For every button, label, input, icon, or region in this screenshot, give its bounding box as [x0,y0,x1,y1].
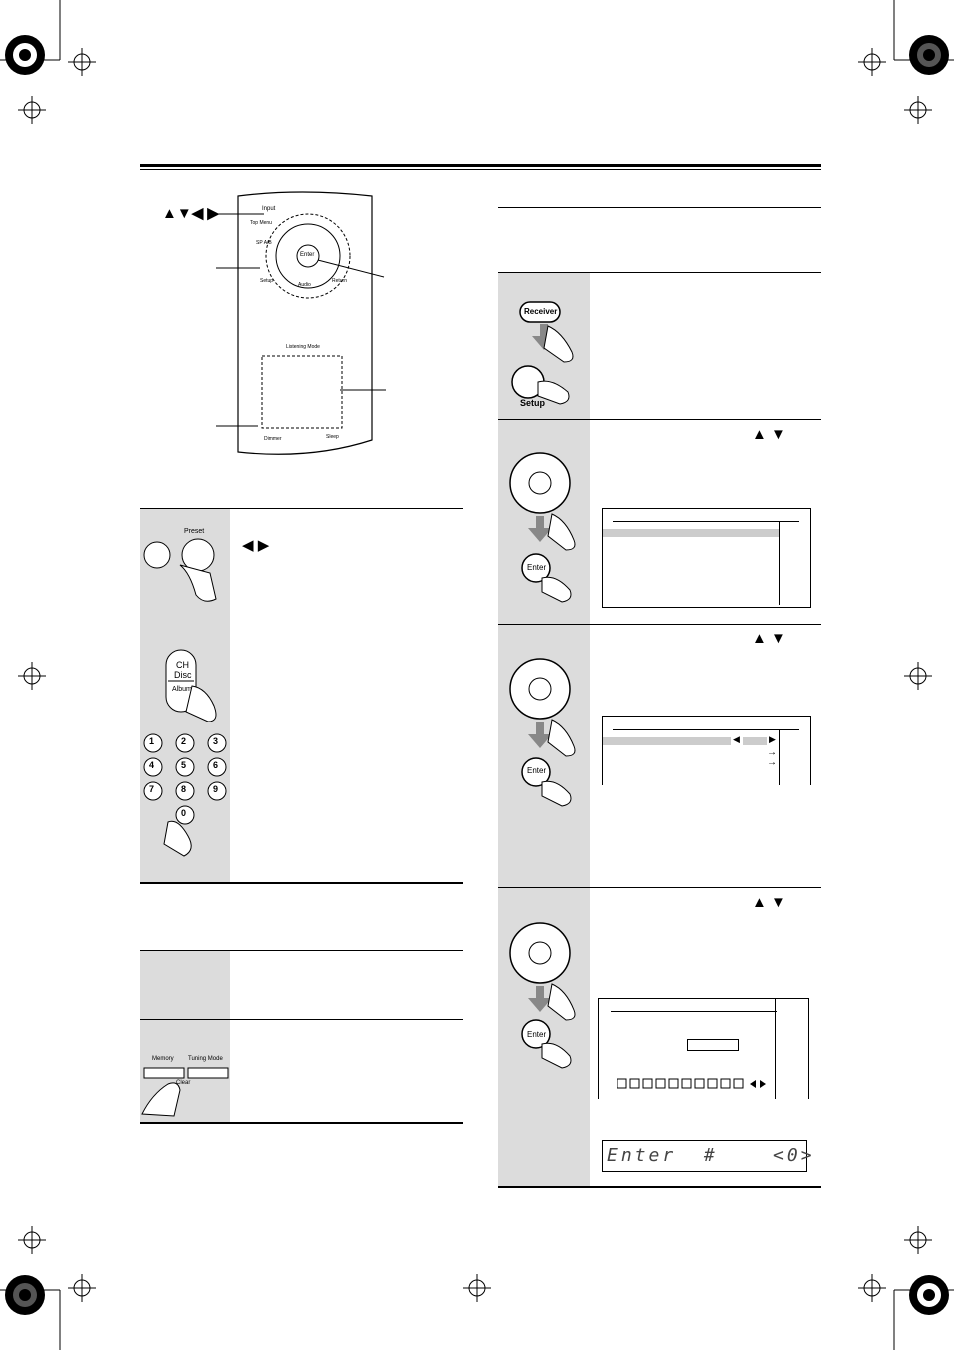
preset-buttons[interactable] [140,525,230,605]
key-8[interactable]: 8 [181,784,187,794]
sleep-button-label[interactable]: Sleep [326,434,339,440]
key-3[interactable]: 3 [213,736,219,746]
up-down-arrows-step4: ▲ ▼ [752,894,786,911]
sp-ab-label[interactable]: SP A/B [256,240,272,246]
up-down-arrows-step3: ▲ ▼ [752,630,786,647]
left-step2-icon-panel [140,951,230,1019]
receiver-button-label[interactable]: Receiver [524,307,558,316]
memory-label: Memory [152,1056,174,1062]
enter-label-step2[interactable]: Enter [527,563,547,572]
audio-button-label[interactable]: Audio [298,282,311,288]
remote-illustration [160,190,400,470]
enter-button-label[interactable]: Enter [300,252,315,258]
dpad-enter-icon-step3[interactable] [498,656,590,826]
ch-label: CH [176,660,189,670]
numeric-keypad [140,730,230,850]
key-0[interactable]: 0 [181,808,187,818]
right-section-top-rule [498,207,821,208]
osd-screen-step4 [598,998,809,1099]
left-step1-bottom-rule [140,882,463,884]
dimmer-button-label[interactable]: Dimmer [264,436,282,442]
front-display-vfd [602,1140,815,1172]
vfd-text: Enter # <0> [607,1145,815,1166]
key-5[interactable]: 5 [181,760,187,770]
up-down-arrows-step2: ▲ ▼ [752,426,786,443]
setup-button-label[interactable]: Setup [260,278,274,284]
key-4[interactable]: 4 [149,760,155,770]
key-2[interactable]: 2 [181,736,187,746]
left-step3-bottom-rule [140,1122,463,1124]
password-boxes[interactable] [617,1077,777,1089]
arrows-callout-label: ▲▼◀ ▶ [162,205,219,222]
key-6[interactable]: 6 [213,760,219,770]
memory-button[interactable] [140,1064,230,1122]
key-7[interactable]: 7 [149,784,155,794]
setup-button-label-step1[interactable]: Setup [520,398,546,408]
ch-disc-album-rocker[interactable] [140,646,230,722]
header-rule [140,164,821,167]
dpad-enter-icon-step2[interactable] [498,450,590,620]
disc-label: Disc [174,670,192,680]
clear-label: Clear [176,1080,191,1086]
right-step4-bottom-rule [498,1186,821,1188]
return-button-label[interactable]: Return [332,278,348,284]
header-rule-thin [140,169,821,170]
left-right-arrows: ◀ ▶ [242,537,270,554]
key-9[interactable]: 9 [213,784,219,794]
enter-label-step4[interactable]: Enter [527,1030,547,1039]
preset-label: Preset [184,528,205,535]
tuning-mode-label: Tuning Mode [188,1056,223,1062]
enter-label-step3[interactable]: Enter [527,766,547,775]
dpad-enter-icon-step4[interactable] [498,920,590,1090]
top-menu-label[interactable]: Top Menu [250,220,272,226]
listening-mode-label: Listening Mode [286,344,320,350]
key-1[interactable]: 1 [149,736,155,746]
remote-body [160,190,400,470]
album-label: Album [172,686,192,693]
osd-screen-step2 [602,508,811,608]
osd-screen-step3: ◀ ▶ → → [602,716,811,785]
input-button-label[interactable]: Input [262,206,276,212]
